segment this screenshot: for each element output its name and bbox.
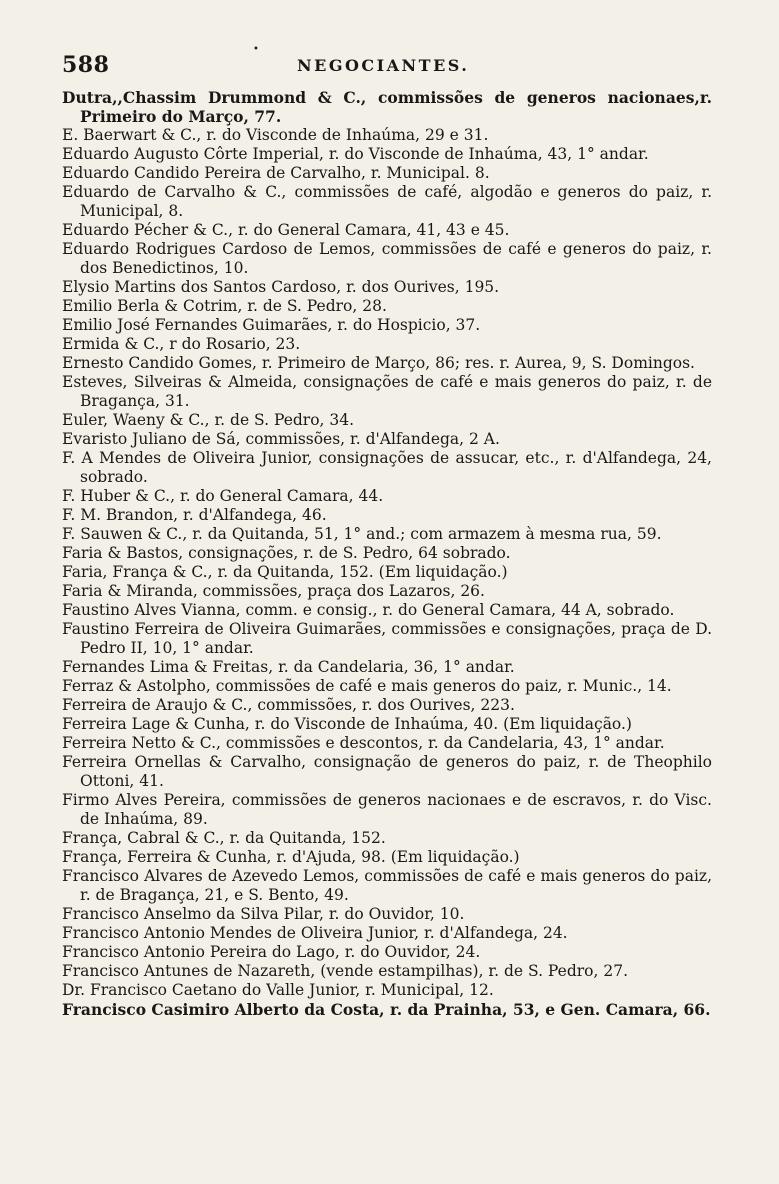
list-item: Faustino Alves Vianna, comm. e consig., r. do General Camara, 44 A, sobrado. xyxy=(62,601,675,619)
list-item: Ferraz & Astolpho, commissões de café e mais generos do paiz, r. Munic., 14. xyxy=(62,677,672,695)
list-item: Ermida & C., r do Rosario, 23. xyxy=(62,335,301,353)
list-item: Firmo Alves Pereira, commissões de generos nacionaes e de escravos, r. do Visc. de Inhaúma, 89. xyxy=(62,791,712,828)
header-mark: • xyxy=(253,44,259,55)
list-item: Ferreira Ornellas & Carvalho, consignação de generos do paiz, r. de Theophilo Ottoni, 41. xyxy=(62,753,712,790)
list-item: Ferreira Lage & Cunha, r. do Visconde de Inhaúma, 40. (Em liquidação.) xyxy=(62,715,632,733)
list-item: Ferreira Netto & C., commissões e descontos, r. da Candelaria, 43, 1° andar. xyxy=(62,734,665,752)
list-item: Francisco Alvares de Azevedo Lemos, commissões de café e mais generos do paiz, r. de Bragança, 21, e S. Bento, 49. xyxy=(62,867,712,904)
list-item: Francisco Antonio Pereira do Lago, r. do Ouvidor, 24. xyxy=(62,943,481,961)
list-item: Francisco Casimiro Alberto da Costa, r. da Prainha, 53, e Gen. Camara, 66. xyxy=(62,1000,711,1019)
list-item: Dutra,,Chassim Drummond & C., commissões de generos nacionaes,r. Primeiro do Março, 77. xyxy=(62,88,712,126)
list-item: Faustino Ferreira de Oliveira Guimarães, commissões e consignações, praça de D. Pedro II, 10, 1° andar. xyxy=(62,620,712,657)
list-item: Euler, Waeny & C., r. de S. Pedro, 34. xyxy=(62,411,355,429)
list-item: Francisco Antunes de Nazareth, (vende estampilhas), r. de S. Pedro, 27. xyxy=(62,962,628,980)
list-item: Emilio Berla & Cotrim, r. de S. Pedro, 28. xyxy=(62,297,387,315)
list-item: F. Sauwen & C., r. da Quitanda, 51, 1° and.; com armazem à mesma rua, 59. xyxy=(62,525,662,543)
list-item: Elysio Martins dos Santos Cardoso, r. dos Ourives, 195. xyxy=(62,278,500,296)
page-number: 588 xyxy=(62,52,110,78)
list-item: F. A Mendes de Oliveira Junior, consignações de assucar, etc., r. d'Alfandega, 24, sobrado. xyxy=(62,449,712,486)
list-item: Francisco Antonio Mendes de Oliveira Junior, r. d'Alfandega, 24. xyxy=(62,924,568,942)
running-head: NEGOCIANTES. xyxy=(297,56,470,75)
list-item: França, Ferreira & Cunha, r. d'Ajuda, 98. (Em liquidação.) xyxy=(62,848,520,866)
list-item: Eduardo Candido Pereira de Carvalho, r. Municipal. 8. xyxy=(62,164,490,182)
list-item: Emilio José Fernandes Guimarães, r. do Hospicio, 37. xyxy=(62,316,481,334)
list-item: Eduardo Pécher & C., r. do General Camara, 41, 43 e 45. xyxy=(62,221,510,239)
page-header xyxy=(62,44,712,82)
list-item: Dr. Francisco Caetano do Valle Junior, r. Municipal, 12. xyxy=(62,981,494,999)
list-item: F. Huber & C., r. do General Camara, 44. xyxy=(62,487,384,505)
entry-list xyxy=(62,88,712,1019)
list-item: Eduardo Augusto Côrte Imperial, r. do Visconde de Inhaúma, 43, 1° andar. xyxy=(62,145,649,163)
list-item: França, Cabral & C., r. da Quitanda, 152. xyxy=(62,829,386,847)
list-item: F. M. Brandon, r. d'Alfandega, 46. xyxy=(62,506,327,524)
list-item: Faria, França & C., r. da Quitanda, 152. (Em liquidação.) xyxy=(62,563,508,581)
list-item: Eduardo de Carvalho & C., commissões de café, algodão e generos do paiz, r. Municipal, 8. xyxy=(62,183,712,220)
list-item: Ferreira de Araujo & C., commissões, r. dos Ourives, 223. xyxy=(62,696,515,714)
list-item: Fernandes Lima & Freitas, r. da Candelaria, 36, 1° andar. xyxy=(62,658,515,676)
list-item: Faria & Bastos, consignações, r. de S. Pedro, 64 sobrado. xyxy=(62,544,511,562)
list-item: Evaristo Juliano de Sá, commissões, r. d'Alfandega, 2 A. xyxy=(62,430,500,448)
list-item: Esteves, Silveiras & Almeida, consignações de café e mais generos do paiz, r. de Bragança, 31. xyxy=(62,373,712,410)
list-item: Faria & Miranda, commissões, praça dos Lazaros, 26. xyxy=(62,582,485,600)
list-item: Francisco Anselmo da Silva Pilar, r. do Ouvidor, 10. xyxy=(62,905,465,923)
list-item: Ernesto Candido Gomes, r. Primeiro de Março, 86; res. r. Aurea, 9, S. Domingos. xyxy=(62,354,695,372)
list-item: E. Baerwart & C., r. do Visconde de Inhaúma, 29 e 31. xyxy=(62,126,489,144)
list-item: Eduardo Rodrigues Cardoso de Lemos, commissões de café e generos do paiz, r. dos Benedictinos, 10. xyxy=(62,240,712,277)
